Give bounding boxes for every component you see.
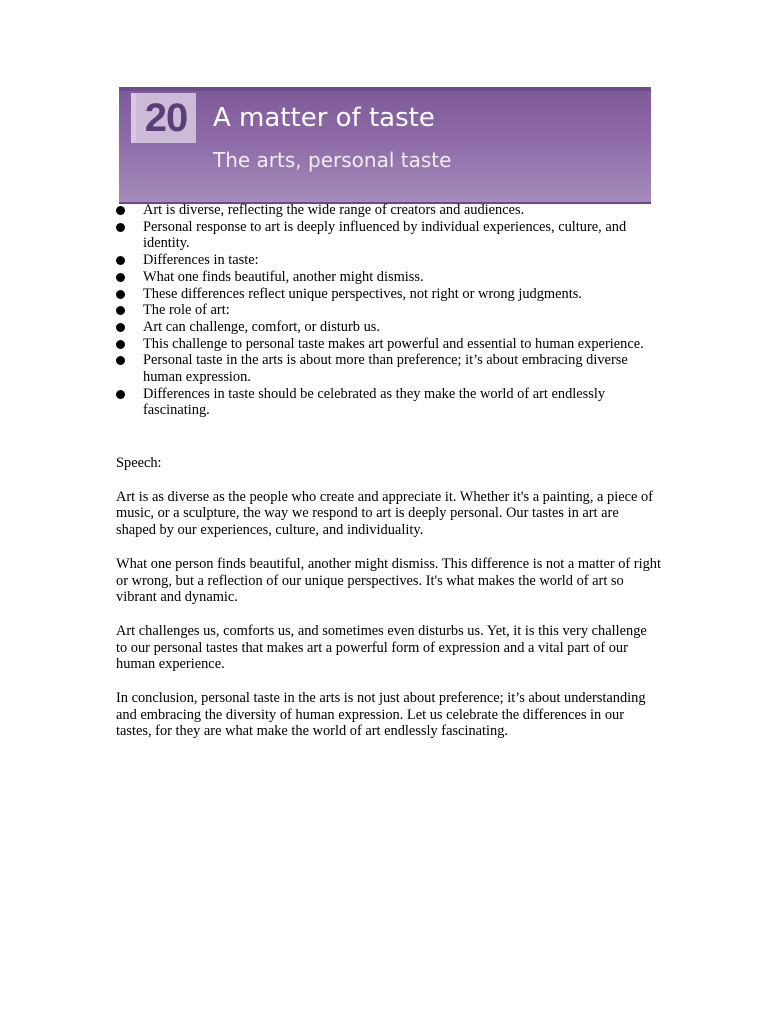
summary-bullet-list (116, 202, 656, 419)
bullet-item (116, 286, 656, 303)
bullet-icon (116, 306, 125, 315)
bullet-text: Differences in taste should be celebrated as they make the world of art endlessly fascinating. (143, 385, 606, 419)
bullet-text: These differences reflect unique perspectives, not right or wrong judgments. (143, 285, 582, 302)
bullet-icon (116, 323, 125, 332)
page-subtitle: The arts, personal taste (213, 148, 452, 172)
bullet-icon (116, 273, 125, 282)
banner-top-rule (119, 87, 651, 91)
chapter-number: 20 (136, 93, 196, 143)
bullet-text: Personal taste in the arts is about more than preference; it’s about embracing diverse human expression. (143, 352, 628, 386)
speech-label: Speech: (116, 455, 162, 471)
bullet-text: Personal response to art is deeply influenced by individual experiences, culture, and identity. (143, 218, 627, 252)
bullet-icon (116, 256, 125, 265)
bullet-text: This challenge to personal taste makes art powerful and essential to human experience. (143, 335, 644, 352)
bullet-text: Art is diverse, reflecting the wide range of creators and audiences. (143, 202, 525, 218)
bullet-item (116, 319, 656, 336)
bullet-icon (116, 390, 125, 399)
bullet-text: Art can challenge, comfort, or disturb us. (143, 318, 380, 335)
bullet-icon (116, 223, 125, 232)
bullet-text: The role of art: (143, 302, 230, 319)
bullet-icon (116, 206, 125, 215)
bullet-item (116, 352, 656, 385)
speech-paragraph: Art is as diverse as the people who create and appreciate it. Whether it's a painting, a piece of music, or a sculpture, the way we respond to art is deeply personal. Our tastes in art are shaped by our experiences, culture, and individuality. (116, 488, 653, 539)
speech-paragraph: In conclusion, personal taste in the arts is not just about preference; it’s about understanding and embracing the diversity of human expression. Let us celebrate the differences in our tastes, for they are what make the world of art endlessly fascinating. (116, 690, 646, 740)
bullet-item (116, 269, 656, 286)
speech-paragraph: Art challenges us, comforts us, and sometimes even disturbs us. Yet, it is this very challenge to our personal tastes that makes art a powerful form of expression and a vital part of our human experience. (116, 622, 647, 673)
bullet-text: What one finds beautiful, another might dismiss. (143, 268, 424, 285)
bullet-icon (116, 340, 125, 349)
bullet-icon (116, 290, 125, 299)
bullet-item (116, 219, 656, 252)
speech-paragraph: What one person finds beautiful, another might dismiss. This difference is not a matter of right or wrong, but a reflection of our unique perspectives. It's what makes the world of art so vibrant and dynamic. (116, 555, 661, 606)
bullet-item (116, 302, 656, 319)
bullet-text: Differences in taste: (143, 252, 259, 269)
bullet-item (116, 252, 656, 269)
chapter-header-banner (119, 87, 651, 204)
bullet-item (116, 202, 656, 219)
page-title: A matter of taste (213, 103, 435, 133)
bullet-item (116, 386, 656, 419)
bullet-icon (116, 356, 125, 365)
speech-section (116, 455, 661, 757)
bullet-item (116, 336, 656, 353)
